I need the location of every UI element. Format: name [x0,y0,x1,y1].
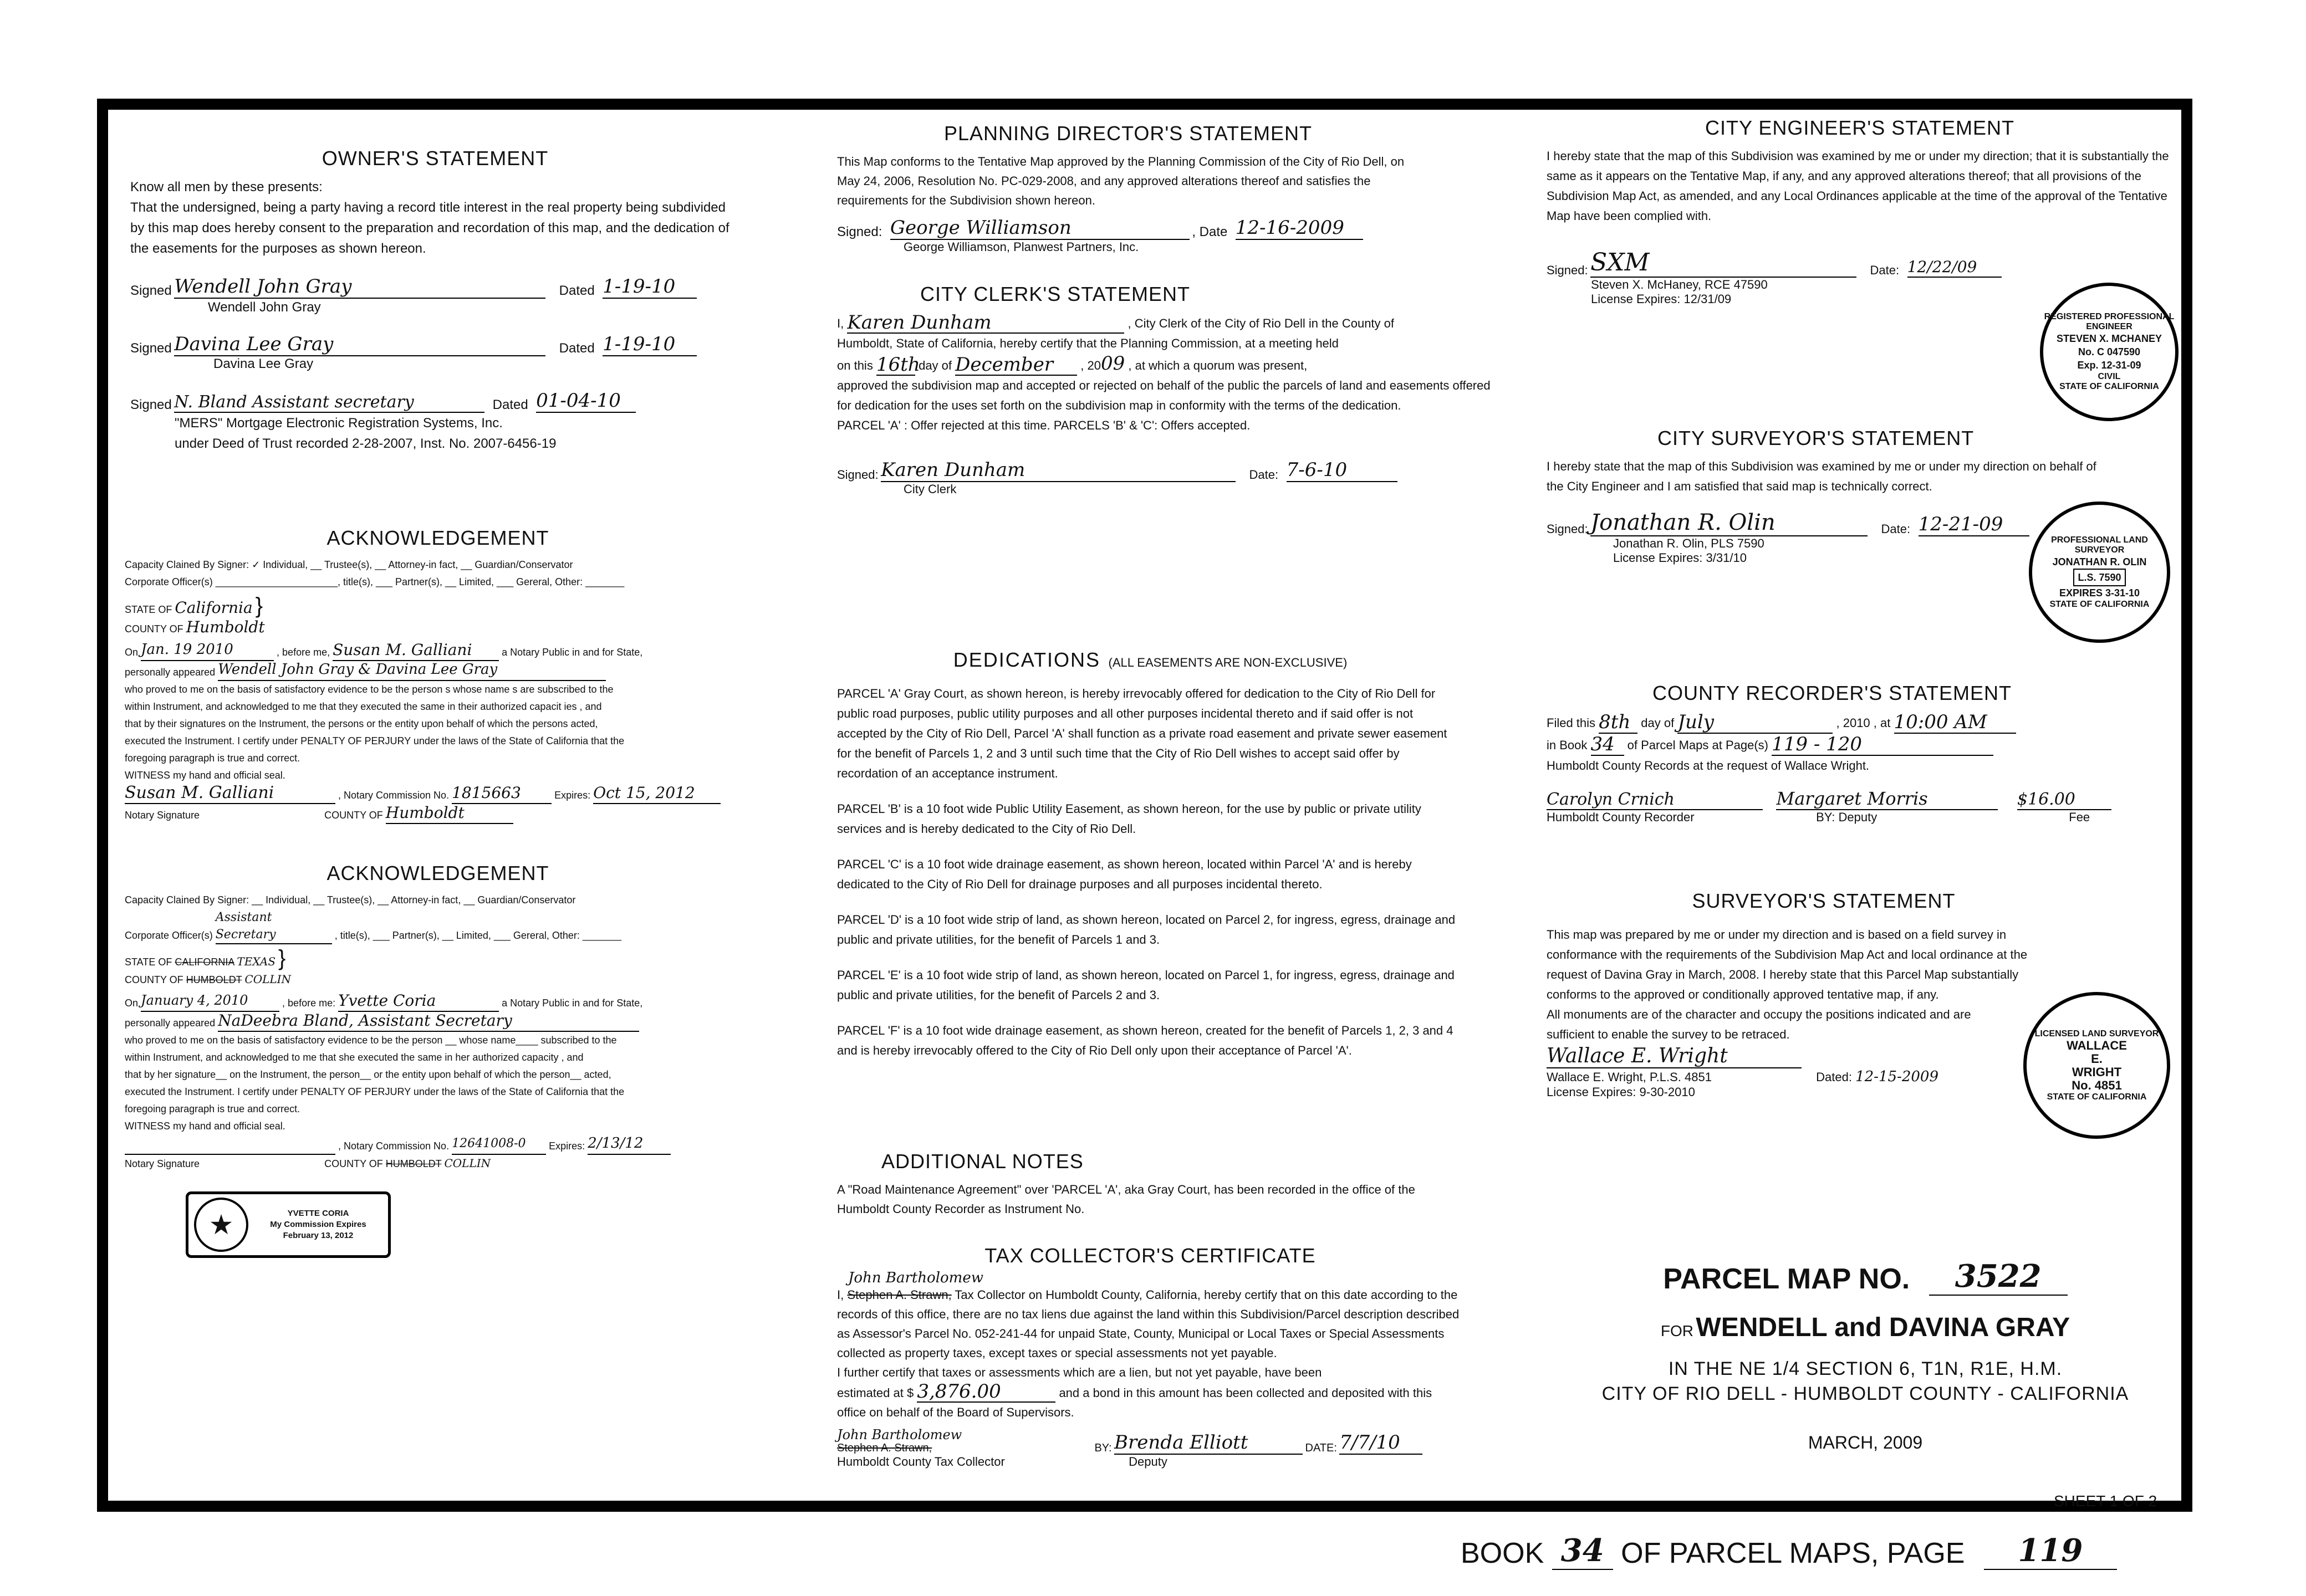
surveyor-seal-state: STATE OF CALIFORNIA [2047,1092,2147,1102]
city-surveyor-date: 12-21-09 [1919,513,2029,536]
engineer-seal-name: STEVEN X. MCHANEY [2056,333,2162,344]
owner-date-2: 1-19-10 [603,333,697,356]
notes-title: ADDITIONAL NOTES [881,1150,1084,1173]
ack2-notary-name: Yvette Coria [338,992,499,1012]
surveyor-seal [2023,992,2170,1139]
city-surveyor-seal-title: PROFESSIONAL LAND SURVEYOR [2051,535,2148,555]
clerk-month: December [955,355,1077,376]
notary-stamp-name: YVETTE CORIA [287,1209,349,1218]
ack2-on-label: On [125,998,139,1009]
tax-estimate-row [837,1382,1463,1422]
city-surveyor-seal-state: STATE OF CALIFORNIA [2049,599,2150,609]
ack2-county2-label: COUNTY OF [324,1158,383,1169]
tax-text-3: and a bond in this amount has been collected and deposited with this office on behalf of the Board of Supervisors. [837,1386,1432,1419]
ack2-expires: 2/13/12 [588,1135,671,1155]
recorder-year-prefix: , 20 [1836,716,1857,730]
ack1-capacity: Capacity Clained By Signer: ✓ Individual, __ Trustee(s), __ Attorney-in fact, __ Guardian/Conservator [125,559,573,570]
clerk-role: City Clerk [904,482,957,496]
ack1-state-label: STATE OF [125,604,172,615]
clerk-i: I, [837,316,844,330]
tax-signature-struck: Stephen A. Strawn, [837,1442,932,1454]
dedication-paragraph: PARCEL 'A' Gray Court, as shown hereon, is hereby irrevocably offered for dedication to the City of Rio Dell for public road purposes, public utility purposes and all other purposes incidental thereto and if said offer is not accepted by the City of Rio Dell, Parcel 'A' shall function as a private road easement and private sewer easement for the benefit of Parcels 1, 2 and 3 until such time that the City of Rio Dell wishes to accept said offer by recordation of an acceptance instrument. [837,687,1447,780]
ack2-corporate-row [125,909,751,944]
owner-signature-row-3 [130,390,740,413]
tax-estimated-label: estimated at $ [837,1386,914,1400]
ack2-corporate: Assistant Secretary [216,909,332,944]
clerk-text-4: approved the subdivision map and accepted or rejected on behalf of the public the parcels of land and easements offered for dedication for the uses set forth on the subdivision map in conformity with the terms of the dedication. [837,378,1491,412]
tax-text-1 [837,1285,1463,1363]
ack2-witness: WITNESS my hand and official seal. [125,1121,285,1132]
ack1-state-row: STATE OF California } [125,594,263,618]
signed-label: Signed [130,397,172,412]
ack2-state-label: STATE OF [125,956,172,968]
ack2-appeared-row [125,1012,751,1032]
clerk-parcels: PARCEL 'A' : Offer rejected at this time. PARCELS 'B' & 'C': Offers accepted. [837,418,1251,432]
ack2-capacity: Capacity Clained By Signer: __ Individual, __ Trustee(s), __ Attorney-in fact, __ Guardian/Conservator [125,894,576,906]
ack2-county-struck: HUMBOLDT [186,974,242,985]
notes-text: A "Road Maintenance Agreement" over 'PARCEL 'A', aka Gray Court, has been recorded in the office of the Humboldt County Recorder as Instrument No. [837,1183,1415,1216]
recorder-title: COUNTY RECORDER'S STATEMENT [1652,682,2012,704]
notary-stamp [186,1191,391,1258]
city-surveyor-date-label: Date: [1881,522,1911,536]
owners-statement-title: OWNER'S STATEMENT [322,147,549,170]
clerk-date: 7-6-10 [1287,459,1397,482]
ack1-notary-signature: Susan M. Galliani [125,784,335,804]
engineer-title: CITY ENGINEER'S STATEMENT [1705,116,2014,139]
dedications-title: DEDICATIONS [953,648,1101,671]
clerk-day: 16th [876,354,920,376]
city-clerks-statement [837,283,1502,497]
dedications-heading [837,648,1463,672]
recorder-signature-row [1547,788,2184,810]
dedications-subtitle: (ALL EASEMENTS ARE NON-EXCLUSIVE) [1108,656,1348,669]
ack2-appeared: NaDeebra Bland, Assistant Secretary [218,1012,639,1032]
engineer-name: Steven X. McHaney, RCE 47590 [1591,278,1768,291]
ack2-notary-signature [125,1135,335,1155]
recorder-book-row [1547,734,2184,756]
signed-label: Signed: [837,468,879,482]
notary-star-seal: ★ [194,1198,248,1252]
owners-intro: Know all men by these presents: [130,180,323,195]
recorder-at-label: , at [1873,716,1891,730]
footer-book: 34 [1552,1532,1613,1570]
tax-text-2: I further certify that taxes or assessments which are a lien, but not yet payable, have been [837,1365,1322,1379]
dedication-paragraph: PARCEL 'E' is a 10 foot wide strip of land, as shown hereon, located on Parcel 1, for ingress, egress, drainage and public and private utilities, for the benefit of Parcels 2 and 3. [837,968,1455,1002]
engineer-signature: SXM [1590,248,1856,278]
surveyor-signature: Wallace E. Wright [1547,1045,1802,1068]
clerk-year-prefix: , 20 [1080,359,1101,372]
tax-struck-name: Stephen A. Strawn, [847,1288,952,1302]
ack1-on-row [125,641,751,661]
ack1-appeared-label: personally appeared [125,667,216,678]
engineer-signature-row [1547,248,2173,278]
signed-label: Signed: [1547,522,1588,536]
owner-date-3: 01-04-10 [536,390,636,413]
tax-date: 7/7/10 [1339,1431,1422,1455]
recorder-fee: $16.00 [2017,790,2111,810]
planning-date: 12-16-2009 [1236,217,1363,240]
surveyor-text-1: This map was prepared by me or under my direction and is based on a field survey in conformance with the requirements of the Subdivision Map Act and local ordinance at the request of Davina Gray in March, 2008. I hereby state that this Parcel Map substantially conforms to the approved or conditionally approved tentative map, if any. [1547,928,2028,1001]
owner-signature-1: Wendell John Gray [174,275,545,299]
owner-date-1: 1-19-10 [603,275,697,299]
book-page-footer [1461,1532,2192,1570]
dated-label: Dated [559,341,595,356]
ack1-proved: who proved to me on the basis of satisfactory evidence to be the person s whose name s are subscribed to the [125,684,614,695]
recorder-label: Humboldt County Recorder [1547,810,1695,824]
clerk-line-3 [837,354,1502,376]
ack2-county2-struck: HUMBOLDT [385,1158,442,1169]
ack2-commission-row [125,1135,751,1155]
owners-statement [130,147,740,454]
city-surveyor-license: License Expires: 3/31/10 [1613,551,1747,565]
recorder-time: 10:00 AM [1894,712,2016,734]
surveyor-name: Wallace E. Wright, P.L.S. 4851 [1547,1070,1712,1084]
clerk-line-1 [837,313,1502,334]
ack1-commission-row [125,784,751,804]
owner-signature-2: Davina Lee Gray [174,333,545,356]
mers-line-1: "MERS" Mortgage Electronic Registration Systems, Inc. [175,416,503,431]
tax-amount: 3,876.00 [917,1382,1055,1403]
dedication-paragraph: PARCEL 'C' is a 10 foot wide drainage easement, as shown hereon, located within Parcel 'A' and is hereby dedicated to the City of Rio Dell for drainage purposes and all purposes incidental thereto. [837,857,1412,891]
ack1-corporate: Corporate Officer(s) ______________________, title(s), ___ Partner(s), __ Limited, ___ Gereral, Other: _______ [125,576,625,587]
surveyor-seal-name-3: WRIGHT [2072,1065,2122,1079]
ack2-notary-sig-label: Notary Signature [125,1158,200,1169]
ack2-notary-row [125,1155,751,1173]
mers-line-2: under Deed of Trust recorded 2-28-2007, Inst. No. 2007-6456-19 [175,436,557,451]
ack1-within: within Instrument, and acknowledged to me that they executed the same in their authorized capacit ies , and [125,701,602,712]
clerk-day-of: day of [919,359,952,372]
title-block [1552,1258,2179,1453]
ack2-county: COLLIN [244,973,292,986]
ack1-appeared: Wendell John Gray & Davina Lee Gray [218,661,606,681]
ack1-witness: WITNESS my hand and official seal. [125,770,285,781]
surveyor-signature-row [1547,1045,2045,1068]
surveyor-date: 12-15-2009 [1855,1068,1938,1085]
planning-signature-row [837,217,1419,240]
city-surveyor-seal [2029,502,2170,643]
engineer-text: I hereby state that the map of this Subdivision was examined by me or under my direction; that it is substantially the same as it appears on the Tentative Map, if any, and any approved alterations thereof; that all provisions of the Subdivision Map Act, as amended, and any Local Ordinances applicable at the time of the approval of the Tentative Map have been complied with. [1547,149,2169,223]
ack2-commission: 12641008-0 [452,1135,546,1155]
planning-name: George Williamson, Planwest Partners, Inc. [904,240,1139,254]
recorder-by-label: BY: Deputy [1816,810,1878,824]
ack1-county-row [125,618,751,638]
dedications-paragraphs [837,684,1463,1061]
county-recorders-statement [1547,682,2184,825]
signed-label: Signed [130,283,172,298]
ack2-within: within Instrument, and acknowledged to me that she executed the same in her authorized capacity , and [125,1052,584,1063]
tax-by-label: BY: [1094,1442,1112,1454]
city-engineers-statement [1547,116,2173,306]
ack2-state: TEXAS [237,955,276,968]
parcel-map-number: 3522 [1929,1258,2068,1296]
owner-title-row [1552,1312,2179,1343]
engineer-seal-expiry: Exp. 12-31-09 [2077,360,2141,371]
recorder-day-of: day of [1641,716,1675,730]
city-surveyor-signature-row [1547,510,2101,536]
ack1-notary-sig-label: Notary Signature [125,810,200,821]
city-surveyor-seal-expiry: EXPIRES 3-31-10 [2059,587,2140,598]
ack2-foregoing: foregoing paragraph is true and correct. [125,1103,300,1114]
tax-labels-row [837,1455,1463,1469]
engineer-date: 12/22/09 [1907,258,2002,278]
dedication-paragraph: PARCEL 'B' is a 10 foot wide Public Utility Easement, as shown hereon, for the use by public or private utility services and is hereby dedicated to the City of Rio Dell. [837,802,1421,836]
recorder-filed-row [1547,712,2184,734]
owner-signature-3: N. Bland Assistant secretary [174,392,484,413]
tax-collector-name: John Bartholomew [848,1270,983,1286]
ack2-notary-suffix: a Notary Public in and for State, [502,998,643,1009]
map-date: MARCH, 2009 [1808,1433,1923,1452]
engineer-seal [2040,283,2179,421]
ack1-notary-name: Susan M. Galliani [333,641,499,661]
ack1-county-label: COUNTY OF [125,623,183,635]
tax-collectors-certificate [837,1244,1463,1469]
ack1-on-label: On [125,647,139,658]
dated-label: Dated [559,283,595,298]
ack2-expires-label: Expires: [549,1140,585,1152]
signed-label: Signed: [837,224,882,239]
engineer-date-label: Date: [1870,263,1900,277]
clerk-signature: Karen Dunham [881,459,1236,482]
recorder-in-book-label: in Book [1547,738,1588,752]
location-line-2: CITY OF RIO DELL - HUMBOLDT COUNTY - CALIFORNIA [1601,1383,2129,1404]
clerk-year: 09 [1100,352,1125,375]
recorder-deputy-signature: Margaret Morris [1776,788,1998,810]
acknowledgement-2 [125,862,751,1173]
parcel-map-row [1552,1258,2179,1296]
tax-collector-label: Humboldt County Tax Collector [837,1455,1005,1469]
tax-deputy-label: Deputy [1129,1455,1167,1469]
surveyors-statement [1547,889,2045,1099]
planning-title: PLANNING DIRECTOR'S STATEMENT [944,122,1312,145]
owner-signature-row-2 [130,333,740,377]
city-surveyor-signature: Jonathan R. Olin [1590,510,1868,536]
tax-i: I, [837,1288,844,1302]
surveyor-dated-label: Dated: [1816,1070,1852,1084]
tax-title: TAX COLLECTOR'S CERTIFICATE [984,1244,1316,1267]
city-surveyors-statement [1547,427,2101,565]
ack2-appeared-label: personally appeared [125,1017,216,1029]
ack2-corporate-label: Corporate Officer(s) [125,930,213,941]
dedication-paragraph: PARCEL 'F' is a 10 foot wide drainage easement, as shown hereon, created for the benefit of Parcels 1, 2, 3 and 4 and is hereby irrevocably offered to the City of Rio Dell only upon their acceptance of Parcel 'A'. [837,1024,1453,1057]
ack2-county-row [125,971,751,989]
engineer-seal-number: No. C 047590 [2078,346,2141,357]
city-surveyor-seal-name: JONATHAN R. OLIN [2052,556,2147,567]
ack2-county-label: COUNTY OF [125,974,183,985]
ack1-before-label: , before me, [277,647,330,658]
ack2-proved: who proved to me on the basis of satisfactory evidence to be the person __ whose name____ subscribed to the [125,1035,617,1046]
ack2-corporate-rest: , title(s), ___ Partner(s), __ Limited, ___ Gereral, Other: _______ [334,930,622,941]
owners-text: That the undersigned, being a party having a record title interest in the real property being subdivided by this map does hereby consent to the preparation and recordation of this map, and the dedication of the easements for the purposes as shown hereon. [130,200,729,256]
ack2-commission-label: , Notary Commission No. [338,1140,450,1152]
recorder-filed-label: Filed this [1547,716,1596,730]
ack1-commission: 1815663 [452,784,552,804]
ack1-appeared-row [125,661,751,681]
footer-book-label: BOOK [1461,1537,1544,1569]
planning-date-label: , Date [1192,224,1228,239]
notary-stamp-line1: My Commission Expires [270,1220,366,1229]
city-surveyor-seal-number: L.S. 7590 [2073,569,2125,586]
ack2-on-row [125,992,751,1012]
tax-signature: John Bartholomew [837,1427,962,1442]
ack2-date: January 4, 2010 [141,992,279,1012]
recorder-month: July [1677,712,1833,734]
location-line-1: IN THE NE 1/4 SECTION 6, T1N, R1E, H.M. [1668,1358,2063,1379]
owner-name-2: Davina Lee Gray [213,356,314,371]
signed-label: Signed [130,341,172,356]
recorder-pages: 119 - 120 [1772,734,1993,756]
dated-label: Dated [492,397,528,412]
ack1-county2: Humboldt [386,804,513,824]
ack2-before-label: , before me: [282,998,336,1009]
ack2-state-struck: CALIFORNIA [175,956,234,968]
city-surveyor-text: I hereby state that the map of this Subdivision was examined by me or under my direction on behalf of the City Engineer and I am satisfied that said map is technically correct. [1547,459,2096,493]
ack1-expires-label: Expires: [554,790,591,801]
ack1-county: Humboldt [186,618,265,636]
tax-signature-row [837,1428,1463,1455]
ack1-notary-row [125,804,751,824]
planning-directors-statement [837,122,1419,254]
surveyor-seal-name-1: WALLACE [2067,1038,2127,1052]
planning-signature: George Williamson [890,217,1190,240]
acknowledgement-2-title: ACKNOWLEDGEMENT [326,862,549,884]
notary-stamp-line2: February 13, 2012 [283,1231,354,1240]
parcel-map-label: PARCEL MAP NO. [1663,1263,1910,1295]
ack1-county2-label: COUNTY OF [324,810,383,821]
ack1-executed: executed the Instrument. I certify under PENALTY OF PERJURY under the laws of the State of California that the [125,735,625,746]
ack1-thatby: that by their signatures on the Instrument, the persons or the entity upon behalf of which the persons acted, [125,718,598,729]
engineer-seal-civil: CIVIL [2098,372,2121,381]
surveyor-name-row [1547,1068,2045,1085]
surveyor-seal-title: LICENSED LAND SURVEYOR [2034,1029,2159,1039]
for-label: FOR [1660,1322,1693,1339]
ack1-date: Jan. 19 2010 [141,641,274,661]
acknowledgement-1 [125,526,751,824]
ack1-notary-suffix: a Notary Public in and for State, [502,647,643,658]
engineer-seal-title: REGISTERED PROFESSIONAL ENGINEER [2044,312,2175,331]
clerk-title: CITY CLERK'S STATEMENT [920,283,1190,305]
engineer-seal-state: STATE OF CALIFORNIA [2059,382,2159,391]
clerk-date-label: Date: [1249,468,1279,482]
planning-text: This Map conforms to the Tentative Map approved by the Planning Commission of the City of Rio Dell, on May 24, 2006, Resolution No. PC-029-2008, and any approved alterations thereof and satisfies the requirements for the Subdivision shown hereon. [837,155,1405,207]
city-surveyor-title: CITY SURVEYOR'S STATEMENT [1657,427,1975,449]
ack2-state-row: STATE OF CALIFORNIA TEXAS } [125,946,286,970]
additional-notes [837,1150,1463,1219]
ack1-commission-label: , Notary Commission No. [338,790,450,801]
ack2-county2: COLLIN [444,1157,491,1170]
ack1-foregoing: foregoing paragraph is true and correct. [125,753,300,764]
engineer-license: License Expires: 12/31/09 [1591,292,1732,306]
footer-page: 119 [1984,1532,2117,1570]
signed-label: Signed: [1547,263,1588,277]
tax-deputy-signature: Brenda Elliott [1114,1431,1303,1455]
owner-signature-row-1 [130,275,740,325]
footer-of-label: OF PARCEL MAPS, PAGE [1621,1537,1965,1569]
recorder-signature: Carolyn Crnich [1547,790,1763,810]
clerk-text-2: Humboldt, State of California, hereby certify that the Planning Commission, at a meeting held [837,336,1339,350]
recorder-of-parcel-label: of Parcel Maps at Page(s) [1627,738,1768,752]
recorder-day: 8th [1599,712,1637,734]
dedication-paragraph: PARCEL 'D' is a 10 foot wide strip of land, as shown hereon, located on Parcel 2, for ingress, egress, drainage and public and private utilities, for the benefit of Parcels 1 and 3. [837,913,1456,947]
recorder-labels-row [1547,810,2184,825]
sheet-number: SHEET 1 OF 2 [2054,1492,2157,1510]
owner-name-1: Wendell John Gray [208,300,321,315]
clerk-signature-row [837,459,1502,482]
recorder-records: Humboldt County Records at the request of Wallace Wright. [1547,759,1870,773]
surveyor-license: License Expires: 9-30-2010 [1547,1085,1695,1099]
tax-text: Tax Collector on Humboldt County, California, hereby certify that on this date according to the records of this office, there are no tax liens due against the land within this Subdivision/Parcel description described as Assessor's Parcel No. 052-241-44 for unpaid State, County, Municipal or Local Taxes or Special Assessments collected as property taxes, except taxes or special assessments not yet payable. [837,1288,1460,1360]
clerk-name: Karen Dunham [847,313,1124,334]
owner-title: WENDELL and DAVINA GRAY [1696,1313,2070,1342]
city-surveyor-name: Jonathan R. Olin, PLS 7590 [1613,536,1764,550]
ack1-state: California [175,598,253,617]
recorder-book: 34 [1591,734,1624,756]
surveyor-seal-number: No. 4851 [2072,1078,2122,1092]
dedications [837,648,1463,1076]
clerk-text-1: , City Clerk of the City of Rio Dell in the County of [1128,316,1395,330]
surveyor-seal-name-2: E. [2091,1051,2103,1066]
recorder-year: 10 [1856,716,1870,730]
ack2-thatby: that by her signature__ on the Instrument, the person__ or the entity upon behalf of which the person__ acted, [125,1069,611,1080]
acknowledgement-1-title: ACKNOWLEDGEMENT [326,526,549,549]
recorder-fee-label: Fee [2069,810,2090,824]
surveyor-title: SURVEYOR'S STATEMENT [1692,889,1956,912]
clerk-on-this: on this [837,359,873,372]
surveyor-text-2: All monuments are of the character and occupy the positions indicated and are sufficient to enable the survey to be retraced. [1547,1007,1971,1041]
ack1-expires: Oct 15, 2012 [593,784,721,804]
ack2-executed: executed the Instrument. I certify under PENALTY OF PERJURY under the laws of the State of California that the [125,1086,625,1097]
tax-date-label: DATE: [1305,1442,1337,1454]
clerk-text-3: , at which a quorum was present, [1128,359,1308,372]
